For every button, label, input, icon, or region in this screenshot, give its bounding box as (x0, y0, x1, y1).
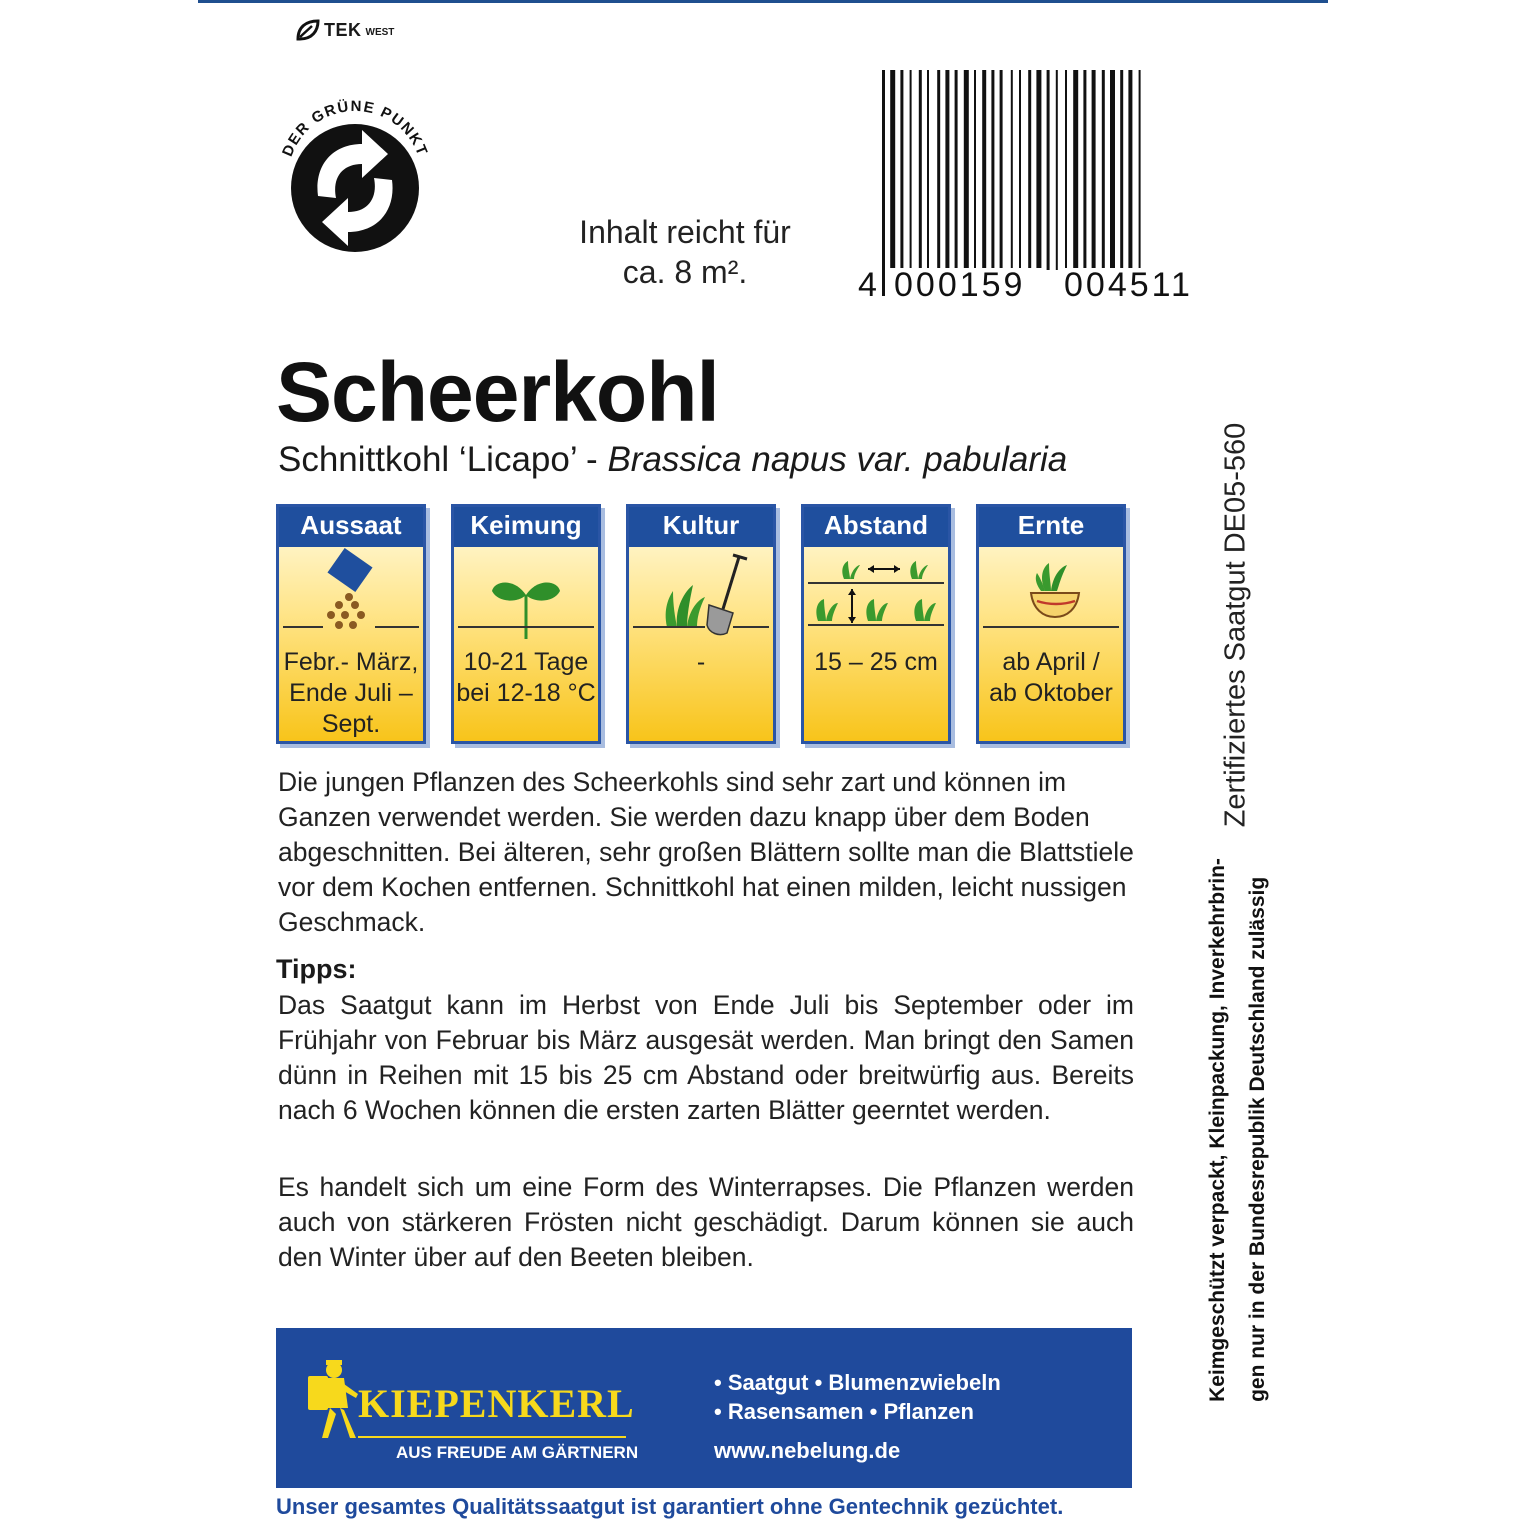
gmo-free-note: Unser gesamtes Qualitätssaatgut ist garantiert ohne Gentechnik gezüchtet. (276, 1494, 1064, 1519)
barcode-bar (1092, 70, 1096, 270)
barcode-bar (1056, 70, 1058, 270)
barcode-bar (882, 70, 885, 296)
content-note-line1: Inhalt reicht für (579, 214, 791, 250)
tek-sub: WEST (365, 26, 395, 38)
product-categories (714, 1368, 1001, 1426)
info-box-aussaat (276, 504, 426, 744)
barcode-bar (974, 70, 976, 270)
barcode-bar (937, 70, 940, 270)
brand-divider (358, 1436, 626, 1438)
barcode-bar (919, 70, 922, 270)
subtitle-common-name: Schnittkohl ‘Licapo’ - (278, 440, 608, 479)
barcode-digits-left: 000159 (894, 266, 1026, 302)
barcode-bar (1000, 70, 1003, 270)
info-box-line: bei 12-18 °C (456, 679, 596, 707)
legal-vertical (1186, 850, 1290, 1410)
gruene-punkt-logo (270, 86, 440, 256)
info-box-label: Aussaat (279, 507, 423, 547)
legal-text (1198, 858, 1278, 1402)
product-title: Scheerkohl (276, 345, 719, 439)
tips-paragraph-1: Das Saatgut kann im Herbst von Ende Juli bis September oder im Frühjahr von Februar bis März ausgesät werden. Man bringt den Samen dünn in Reihen mit 15 bis 25 cm Abstand oder breitwürfig aus. Bereits nach 6 Wochen können die ersten zarten Blätter geerntet werden. (278, 990, 1134, 1125)
info-box-kultur (626, 504, 776, 744)
tek-west-logo (296, 19, 394, 41)
barcode-bar (1110, 70, 1115, 270)
info-box-line: Sept. (321, 710, 381, 738)
barcode (858, 70, 1230, 302)
legal-line-2: gen nur in der Bundesrepublik Deutschland zulässig (1246, 876, 1269, 1402)
barcode-bar (927, 70, 929, 270)
info-box-ernte (976, 504, 1126, 744)
info-box-keimung (451, 504, 601, 744)
barcode-bars (882, 70, 1141, 296)
info-box-line: - (696, 648, 706, 676)
barcode-bar (982, 70, 986, 270)
brand-slogan: AUS FREUDE AM GÄRTNERN (396, 1443, 639, 1462)
barcode-bar (910, 70, 912, 270)
description-text: Die jungen Pflanzen des Scheerkohls sind sehr zart und können im Ganzen verwendet werden. Sie werden dazu knapp über dem Boden abgeschnitten. Bei älteren, sehr großen Blättern sollte man die Blattstiele vor dem Kochen entfernen. Schnittkohl hat einen milden, leicht nussigen Geschmack. (278, 767, 1134, 937)
barcode-bar (945, 70, 949, 270)
seedling-icon (454, 547, 598, 639)
barcode-digits-right: 004511 (1064, 266, 1193, 302)
info-box-line: Febr.- März, (283, 648, 419, 676)
barcode-bar (1011, 70, 1013, 296)
barcode-bar (991, 70, 994, 270)
content-note (540, 212, 830, 292)
gruene-punkt-text: DER GRÜNE PUNKT (278, 97, 431, 159)
barcode-bar (1065, 70, 1067, 270)
info-box-line: ab Oktober (989, 679, 1113, 707)
seed-packet-icon (279, 547, 423, 639)
barcode-bar (1019, 70, 1021, 296)
top-border (198, 0, 1328, 3)
certification-text: Zertifiziertes Saatgut DE05-560 (1219, 422, 1252, 828)
tips-heading: Tipps: (276, 954, 357, 984)
info-box-label: Abstand (804, 507, 948, 547)
certification-vertical (1208, 410, 1264, 840)
spade-icon (629, 547, 773, 639)
barcode-bar (955, 70, 958, 270)
barcode-bar (1073, 70, 1078, 270)
website-link[interactable]: www.nebelung.de (714, 1438, 901, 1463)
info-box-label: Kultur (629, 507, 773, 547)
product-subtitle (278, 440, 1067, 480)
barcode-bar (1128, 70, 1132, 270)
barcode-digit-first: 4 (858, 266, 877, 302)
info-box-line: 15 – 25 cm (814, 648, 938, 676)
barcode-bar (964, 70, 969, 270)
barcode-bar (890, 70, 895, 296)
harvest-bowl-icon (979, 547, 1123, 639)
categories-line-2: • Rasensamen • Pflanzen (714, 1399, 974, 1424)
barcode-bar (900, 70, 903, 270)
barcode-bar (1139, 70, 1141, 296)
tips-paragraph-2: Es handelt sich um eine Form des Winterrapses. Die Pflanzen werden auch von stärkeren Frösten nicht geschädigt. Darum können sie auch den Winter über auf den Beeten bleiben. (278, 1172, 1134, 1272)
info-box-label: Keimung (454, 507, 598, 547)
barcode-bar (1028, 70, 1031, 270)
barcode-bar (1047, 70, 1050, 270)
leaf-icon (296, 19, 320, 41)
barcode-bar (1102, 70, 1105, 270)
info-box-line: 10-21 Tage (463, 648, 589, 676)
info-box-line: ab April / (1002, 648, 1100, 676)
info-box-abstand (801, 504, 951, 744)
subtitle-latin-name: Brassica napus var. pabularia (607, 440, 1068, 479)
barcode-bar (1083, 70, 1086, 270)
barcode-bar (1120, 70, 1123, 270)
legal-line-1: Keimgeschützt verpackt, Kleinpackung, Inverkehrbrin- (1206, 858, 1229, 1402)
info-box-label: Ernte (979, 507, 1123, 547)
brand-name: KIEPENKERL (358, 1381, 635, 1426)
spacing-icon (804, 547, 948, 639)
categories-line-1: • Saatgut • Blumenzwiebeln (714, 1370, 1001, 1395)
content-note-line2: ca. 8 m². (622, 254, 748, 290)
info-box-line: Ende Juli – (289, 679, 413, 707)
tek-brand: TEK (324, 19, 362, 40)
barcode-bar (1036, 70, 1041, 270)
